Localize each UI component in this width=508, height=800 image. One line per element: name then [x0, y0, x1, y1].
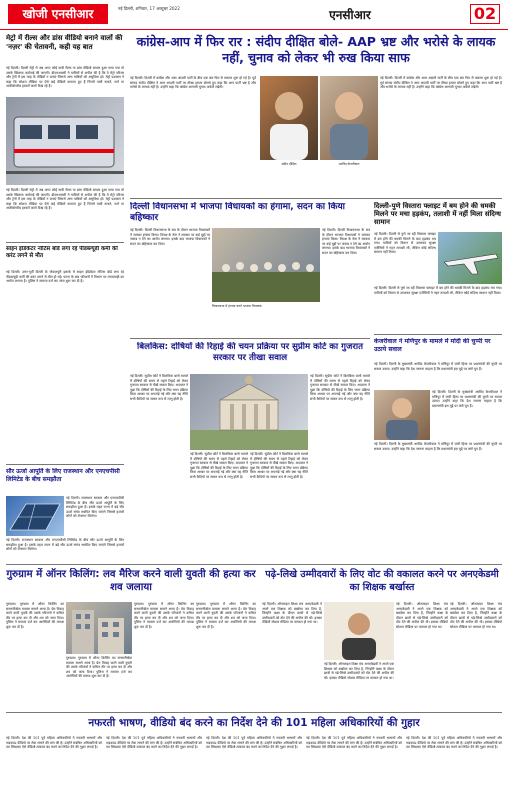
divider — [6, 464, 124, 465]
divider — [374, 334, 502, 335]
flight-headline: दिल्ली-पुणे विस्तारा फ्लाइट में बम होने की धमकी मिलने पर मचा हड़कंप, तलाशी में नहीं मिला संदिग्ध सामान — [374, 202, 501, 227]
kejriwal-body: नई दिल्ली। दिल्ली के मुख्यमंत्री अरविंद केजरीवाल ने मणिपुर में जारी हिंसा पर प्रधानमंत्री की चुप्पी पर सवाल उठाए। उन्होंने कहा कि देश जानना चाहता है कि प्रधानमंत्री इस मुद्दे पर क्यों चुप हैं। — [374, 362, 502, 371]
congress-body: नई दिल्ली। दिल्ली में कांग्रेस और आम आदमी पार्टी के बीच एक बार फिर से तकरार शुरू हो गई है। पूर्व सांसद संदीप दीक्षित ने आम आदमी पार्टी पर तीखा हमला बोलते हुए कहा कि आप पार्टी भ्रष्ट है और भरोसे के लायक नहीं है। उन्होंने कहा कि कांग्रेस आगामी चुनाव अकेले लड़ेगी। — [130, 76, 256, 90]
congress-body-right: नई दिल्ली। दिल्ली में कांग्रेस और आम आदमी पार्टी के बीच एक बार फिर से तकरार शुरू हो गई है। पूर्व सांसद संदीप दीक्षित ने आम आदमी पार्टी पर तीखा हमला बोलते हुए कहा कि आप पार्टी भ्रष्ट है और भरोसे के लायक नहीं है। उन्होंने कहा कि कांग्रेस आगामी चुनाव अकेले लड़ेगी। — [380, 76, 502, 90]
bilkis-headline: बिलकिस: दोषियों की रिहाई की चयन प्रक्रिया पर सुप्रीम कोर्ट का गुजरात सरकार पर तीखा सवाल — [137, 342, 363, 363]
teachers-headline-box — [262, 568, 502, 600]
caption-sandeep: संदीप दीक्षित — [281, 162, 297, 166]
teachers-body-col4: नई दिल्ली। ऑनलाइन शिक्षा मंच अनएकेडमी ने अपने एक शिक्षक को बर्खास्त कर दिया है, जिन्होंने कक्षा के दौरान छात्रों से पढ़े-लिखे उम्मीदवारों को वोट देने की अपील की थी। इसका वीडियो सोशल मीडिया पर वायरल हो गया था। — [450, 602, 502, 629]
metro-body-continued: नई दिल्ली। दिल्ली मेट्रो में अब अगर कोई यात्री रील्स या डांस वीडियो बनाता हुआ पाया गया तो उसके खिलाफ कार्रवाई की जाएगी। डीएमआरसी ने यात्रियों से अपील की है कि वे मेट्रो परिसर और ट्रेनों में इस तरह के वीडियो न बनाएं जिससे अन्य यात्रियों को असुविधा हो। मेट्रो प्रशासन ने कहा कि सोशल मीडिया पर ऐसे कई वीडियो वायरल हुए हैं जिनमें यात्री नाचते, गाते या अजीबोगरीब हरकतें करते दिख रहे हैं। — [6, 188, 124, 211]
bilkis-body-col2: नई दिल्ली। सुप्रीम कोर्ट ने बिलकिस बानो मामले में दोषियों की समय से पहले रिहाई को लेकर गुजरात सरकार से तीखे सवाल किए। अदालत ने पूछा कि दोषियों की रिहाई के लिए चयन प्रक्रिया किस आधार पर अपनाई गई और क्या यह नीति सभी कैदियों पर समान रूप से लागू होती है। — [190, 452, 248, 479]
person-icon — [374, 390, 430, 440]
flight-headline-box — [374, 202, 502, 230]
divider — [130, 338, 370, 339]
teachers-body-col2: नई दिल्ली। ऑनलाइन शिक्षा मंच अनएकेडमी ने अपने एक शिक्षक को बर्खास्त कर दिया है, जिन्होंने कक्षा के दौरान छात्रों से पढ़े-लिखे उम्मीदवारों को वोट देने की अपील की थी। इसका वीडियो सोशल मीडिया पर वायरल हो गया था। — [324, 662, 394, 680]
bilkis-body-col1: नई दिल्ली। सुप्रीम कोर्ट ने बिलकिस बानो मामले में दोषियों की समय से पहले रिहाई को लेकर गुजरात सरकार से तीखे सवाल किए। अदालत ने पूछा कि दोषियों की रिहाई के लिए चयन प्रक्रिया किस आधार पर अपनाई गई और क्या यह नीति सभी कैदियों पर समान रूप से लागू होती है। — [130, 374, 188, 401]
gurugram-body-col2: गुरुग्राम। गुरुग्राम में ऑनर किलिंग का सनसनीखेज मामला सामने आया है। प्रेम विवाह करने वाली युवती की उसके परिजनों ने कथित तौर पर हत्या कर दी और शव को जला दिया। पुलिस ने मामला दर्ज कर आरोपियों की तलाश शुरू कर दी है। — [66, 656, 132, 679]
divider — [130, 198, 502, 199]
assembly-body: नई दिल्ली। दिल्ली विधानसभा के सत्र के दौरान भाजपा विधायकों ने जमकर हंगामा किया। विपक्ष के नेता ने सरकार पर कई मुद्दों पर जवाब न देने का आरोप लगाया। इसके बाद भाजपा विधायकों ने सदन का बहिष्कार कर दिया। — [130, 228, 210, 246]
solar-headline: सौर ऊर्जा आपूर्ति के लिए राजस्थान और एनएचपीसी लिमिटेड के बीच समझौता — [6, 468, 120, 483]
flight-body: नई दिल्ली। दिल्ली से पुणे जा रही विस्तारा फ्लाइट में बम होने की धमकी मिलने के बाद हड़कंप मच गया। यात्रियों को विमान से उतारकर सुरक्षा एजेंसियों ने गहन तलाशी ली, लेकिन कोई संदिग्ध सामान नहीं मिला। — [374, 232, 436, 255]
gurugram-headline-box — [6, 568, 256, 600]
officers-headline: नफरती भाषण, वीडियो बंद करने का निर्देश देने की 101 महिला अधिकारियों की गुहार — [88, 717, 420, 729]
assembly-headline: दिल्ली विधानसभा में भाजपा विधायकों का हंगामा, सदन का किया बहिष्कार — [130, 202, 346, 223]
sandeep-dikshit-photo — [260, 76, 318, 160]
kejriwal-body-continued: नई दिल्ली। दिल्ली के मुख्यमंत्री अरविंद केजरीवाल ने मणिपुर में जारी हिंसा पर प्रधानमंत्री की चुप्पी पर सवाल उठाए। उन्होंने कहा कि देश जानना चाहता है कि प्रधानमंत्री इस मुद्दे पर क्यों चुप हैं। — [374, 442, 502, 451]
flight-plane-photo — [438, 232, 502, 284]
person-icon — [324, 602, 394, 660]
assembly-caption: विधानसभा में हंगामा करते भाजपा विधायक — [212, 304, 262, 308]
solar-body-side: नई दिल्ली। राजस्थान सरकार और एनएचपीसी लिमिटेड के बीच सौर ऊर्जा आपूर्ति के लिए समझौता हुआ है। इसके तहत राज्य में बड़े सौर ऊर्जा संयंत्र स्थापित किए जाएंगे जिससे हजारों लोगों को रोजगार मिलेगा। — [66, 496, 124, 519]
teachers-body-col3: नई दिल्ली। ऑनलाइन शिक्षा मंच अनएकेडमी ने अपने एक शिक्षक को बर्खास्त कर दिया है, जिन्होंने कक्षा के दौरान छात्रों से पढ़े-लिखे उम्मीदवारों को वोट देने की अपील की थी। इसका वीडियो सोशल मीडिया पर वायरल हो गया था। — [396, 602, 448, 629]
officers-body-col1: नई दिल्ली। देश की 101 पूर्व महिला अधिकारियों ने नफरती भाषणों और भड़काऊ वीडियो पर रोक लगाने की मांग की है। उन्होंने संबंधित अधिकारियों को पत्र लिखकर ऐसे वीडियो तत्काल बंद करने का निर्देश देने की गुहार लगाई है। — [6, 736, 102, 750]
section-right-label: एनसीआर — [329, 8, 371, 22]
kejriwal-headline-box — [374, 338, 502, 360]
person-icon — [320, 76, 378, 160]
bilkis-body-col4: नई दिल्ली। सुप्रीम कोर्ट ने बिलकिस बानो मामले में दोषियों की समय से पहले रिहाई को लेकर गुजरात सरकार से तीखे सवाल किए। अदालत ने पूछा कि दोषियों की रिहाई के लिए चयन प्रक्रिया किस आधार पर अपनाई गई और क्या यह नीति सभी कैदियों पर समान रूप से लागू होती है। — [310, 374, 370, 401]
person-icon — [260, 76, 318, 160]
court-building-icon — [190, 374, 308, 450]
bilkis-headline-box — [130, 342, 370, 372]
teachers-body-col1: नई दिल्ली। ऑनलाइन शिक्षा मंच अनएकेडमी ने अपने एक शिक्षक को बर्खास्त कर दिया है, जिन्होंने कक्षा के दौरान छात्रों से पढ़े-लिखे उम्मीदवारों को वोट देने की अपील की थी। इसका वीडियो सोशल मीडिया पर वायरल हो गया था। — [262, 602, 322, 625]
airplane-icon — [438, 232, 502, 284]
divider — [6, 712, 502, 713]
metro-subheadline: साइन इंडिकेटर नोटिस बोर्ड लगा रहे पीडब्ल्यूडी कर्मी की करंट लगने से मौत — [6, 246, 118, 259]
teachers-headline: पढ़े-लिखे उम्मीदवारों के लिए वोट की वकालत करने पर अनएकेडमी का शिक्षक बर्खास्त — [265, 569, 499, 593]
gurugram-body-col3: गुरुग्राम। गुरुग्राम में ऑनर किलिंग का सनसनीखेज मामला सामने आया है। प्रेम विवाह करने वाली युवती की उसके परिजनों ने कथित तौर पर हत्या कर दी और शव को जला दिया। पुलिस ने मामला दर्ज कर आरोपियों की तलाश शुरू कर दी है। — [134, 602, 194, 629]
assembly-headline-box — [130, 202, 370, 226]
metro-headline-box — [6, 34, 124, 64]
gurugram-building-photo — [66, 602, 132, 654]
kejriwal-body-side: नई दिल्ली। दिल्ली के मुख्यमंत्री अरविंद केजरीवाल ने मणिपुर में जारी हिंसा पर प्रधानमंत्री की चुप्पी पर सवाल उठाए। उन्होंने कहा कि देश जानना चाहता है कि प्रधानमंत्री इस मुद्दे पर क्यों चुप हैं। — [432, 390, 502, 408]
officers-body-col5: नई दिल्ली। देश की 101 पूर्व महिला अधिकारियों ने नफरती भाषणों और भड़काऊ वीडियो पर रोक लगाने की मांग की है। उन्होंने संबंधित अधिकारियों को पत्र लिखकर ऐसे वीडियो तत्काल बंद करने का निर्देश देने की गुहार लगाई है। — [406, 736, 502, 750]
divider — [6, 564, 502, 565]
congress-headline-box — [130, 34, 502, 72]
officers-headline-box — [6, 716, 502, 732]
solar-body: नई दिल्ली। राजस्थान सरकार और एनएचपीसी लिमिटेड के बीच सौर ऊर्जा आपूर्ति के लिए समझौता हुआ है। इसके तहत राज्य में बड़े सौर ऊर्जा संयंत्र स्थापित किए जाएंगे जिससे हजारों लोगों को रोजगार मिलेगा। — [6, 538, 124, 552]
assembly-photo — [212, 228, 320, 302]
kejriwal-photo — [320, 76, 378, 160]
officers-body-col2: नई दिल्ली। देश की 101 पूर्व महिला अधिकारियों ने नफरती भाषणों और भड़काऊ वीडियो पर रोक लगाने की मांग की है। उन्होंने संबंधित अधिकारियों को पत्र लिखकर ऐसे वीडियो तत्काल बंद करने का निर्देश देने की गुहार लगाई है। — [106, 736, 202, 750]
flight-body-continued: नई दिल्ली। दिल्ली से पुणे जा रही विस्तारा फ्लाइट में बम होने की धमकी मिलने के बाद हड़कंप मच गया। यात्रियों को विमान से उतारकर सुरक्षा एजेंसियों ने गहन तलाशी ली, लेकिन कोई संदिग्ध सामान नहीं मिला। — [374, 286, 502, 295]
teacher-photo — [324, 602, 394, 660]
divider — [6, 242, 124, 243]
assembly-hall-icon — [212, 228, 320, 302]
congress-headline: कांग्रेस-आप में फिर रार : संदीप दीक्षित बोले- AAP भ्रष्ट और भरोसे के लायक नहीं, चुनाव को लेकर भी रुख किया साफ — [136, 34, 496, 65]
date-line: नई दिल्ली, शनिवार, 17 अक्टूबर 2022 — [118, 6, 180, 11]
section-left-label: खोजी एनसीआर — [8, 4, 108, 24]
metro-body-top: नई दिल्ली। दिल्ली मेट्रो में अब अगर कोई यात्री रील्स या डांस वीडियो बनाता हुआ पाया गया तो उसके खिलाफ कार्रवाई की जाएगी। डीएमआरसी ने यात्रियों से अपील की है कि वे मेट्रो परिसर और ट्रेनों में इस तरह के वीडियो न बनाएं जिससे अन्य यात्रियों को असुविधा हो। मेट्रो प्रशासन ने कहा कि सोशल मीडिया पर ऐसे कई वीडियो वायरल हुए हैं जिनमें यात्री नाचते, गाते या अजीबोगरीब हरकतें करते दिख रहे हैं। — [6, 66, 124, 89]
masthead — [0, 0, 508, 30]
gurugram-body-col4: गुरुग्राम। गुरुग्राम में ऑनर किलिंग का सनसनीखेज मामला सामने आया है। प्रेम विवाह करने वाली युवती की उसके परिजनों ने कथित तौर पर हत्या कर दी और शव को जला दिया। पुलिस ने मामला दर्ज कर आरोपियों की तलाश शुरू कर दी है। — [196, 602, 256, 629]
metro-subheadline-box — [6, 246, 124, 268]
bilkis-body-col3: नई दिल्ली। सुप्रीम कोर्ट ने बिलकिस बानो मामले में दोषियों की समय से पहले रिहाई को लेकर गुजरात सरकार से तीखे सवाल किए। अदालत ने पूछा कि दोषियों की रिहाई के लिए चयन प्रक्रिया किस आधार पर अपनाई गई और क्या यह नीति सभी कैदियों पर समान रूप से लागू होती है। — [250, 452, 308, 479]
metro-subheadline-body: नई दिल्ली। उत्तर-पूर्वी दिल्ली के गोकलपुरी इलाके में साइन इंडिकेटर नोटिस बोर्ड लगा रहे पीडब्ल्यूडी कर्मी की करंट लगने से मौत हो गई। घटना के बाद परिजनों ने विभाग पर लापरवाही का आरोप लगाया है। पुलिस ने मामला दर्ज कर जांच शुरू कर दी है। — [6, 270, 124, 284]
supreme-court-photo — [190, 374, 308, 450]
kejriwal-headline: केजरीवाल ने मणिपुर के मामले में मोदी की चुप्पी पर उठाये सवाल — [374, 338, 491, 353]
page-number: 02 — [470, 4, 500, 24]
officers-body-col3: नई दिल्ली। देश की 101 पूर्व महिला अधिकारियों ने नफरती भाषणों और भड़काऊ वीडियो पर रोक लगाने की मांग की है। उन्होंने संबंधित अधिकारियों को पत्र लिखकर ऐसे वीडियो तत्काल बंद करने का निर्देश देने की गुहार लगाई है। — [206, 736, 302, 750]
metro-train-icon — [6, 97, 124, 185]
metro-headline: मेट्रो में रील्स और डांस वीडियो बनाने वालों की 'नज़र' की चेतावनी, कही यह बात — [6, 34, 123, 51]
officers-body-col4: नई दिल्ली। देश की 101 पूर्व महिला अधिकारियों ने नफरती भाषणों और भड़काऊ वीडियो पर रोक लगाने की मांग की है। उन्होंने संबंधित अधिकारियों को पत्र लिखकर ऐसे वीडियो तत्काल बंद करने का निर्देश देने की गुहार लगाई है। — [306, 736, 402, 750]
assembly-body-right: नई दिल्ली। दिल्ली विधानसभा के सत्र के दौरान भाजपा विधायकों ने जमकर हंगामा किया। विपक्ष के नेता ने सरकार पर कई मुद्दों पर जवाब न देने का आरोप लगाया। इसके बाद भाजपा विधायकों ने सदन का बहिष्कार कर दिया। — [322, 228, 370, 255]
gurugram-headline: गुरुग्राम में ऑनर किलिंग: लव मैरिज करने वाली युवती की हत्या कर शव जलाया — [6, 569, 256, 593]
building-icon — [66, 602, 132, 654]
kejriwal-manipur-photo — [374, 390, 430, 440]
gurugram-body-col1: गुरुग्राम। गुरुग्राम में ऑनर किलिंग का सनसनीखेज मामला सामने आया है। प्रेम विवाह करने वाली युवती की उसके परिजनों ने कथित तौर पर हत्या कर दी और शव को जला दिया। पुलिस ने मामला दर्ज कर आरोपियों की तलाश शुरू कर दी है। — [6, 602, 64, 629]
solar-panel-icon — [6, 496, 64, 536]
metro-train-photo — [6, 97, 124, 185]
solar-headline-box — [6, 468, 124, 494]
solar-panel-photo — [6, 496, 64, 536]
caption-kejriwal: अरविंद केजरीवाल — [338, 162, 360, 166]
